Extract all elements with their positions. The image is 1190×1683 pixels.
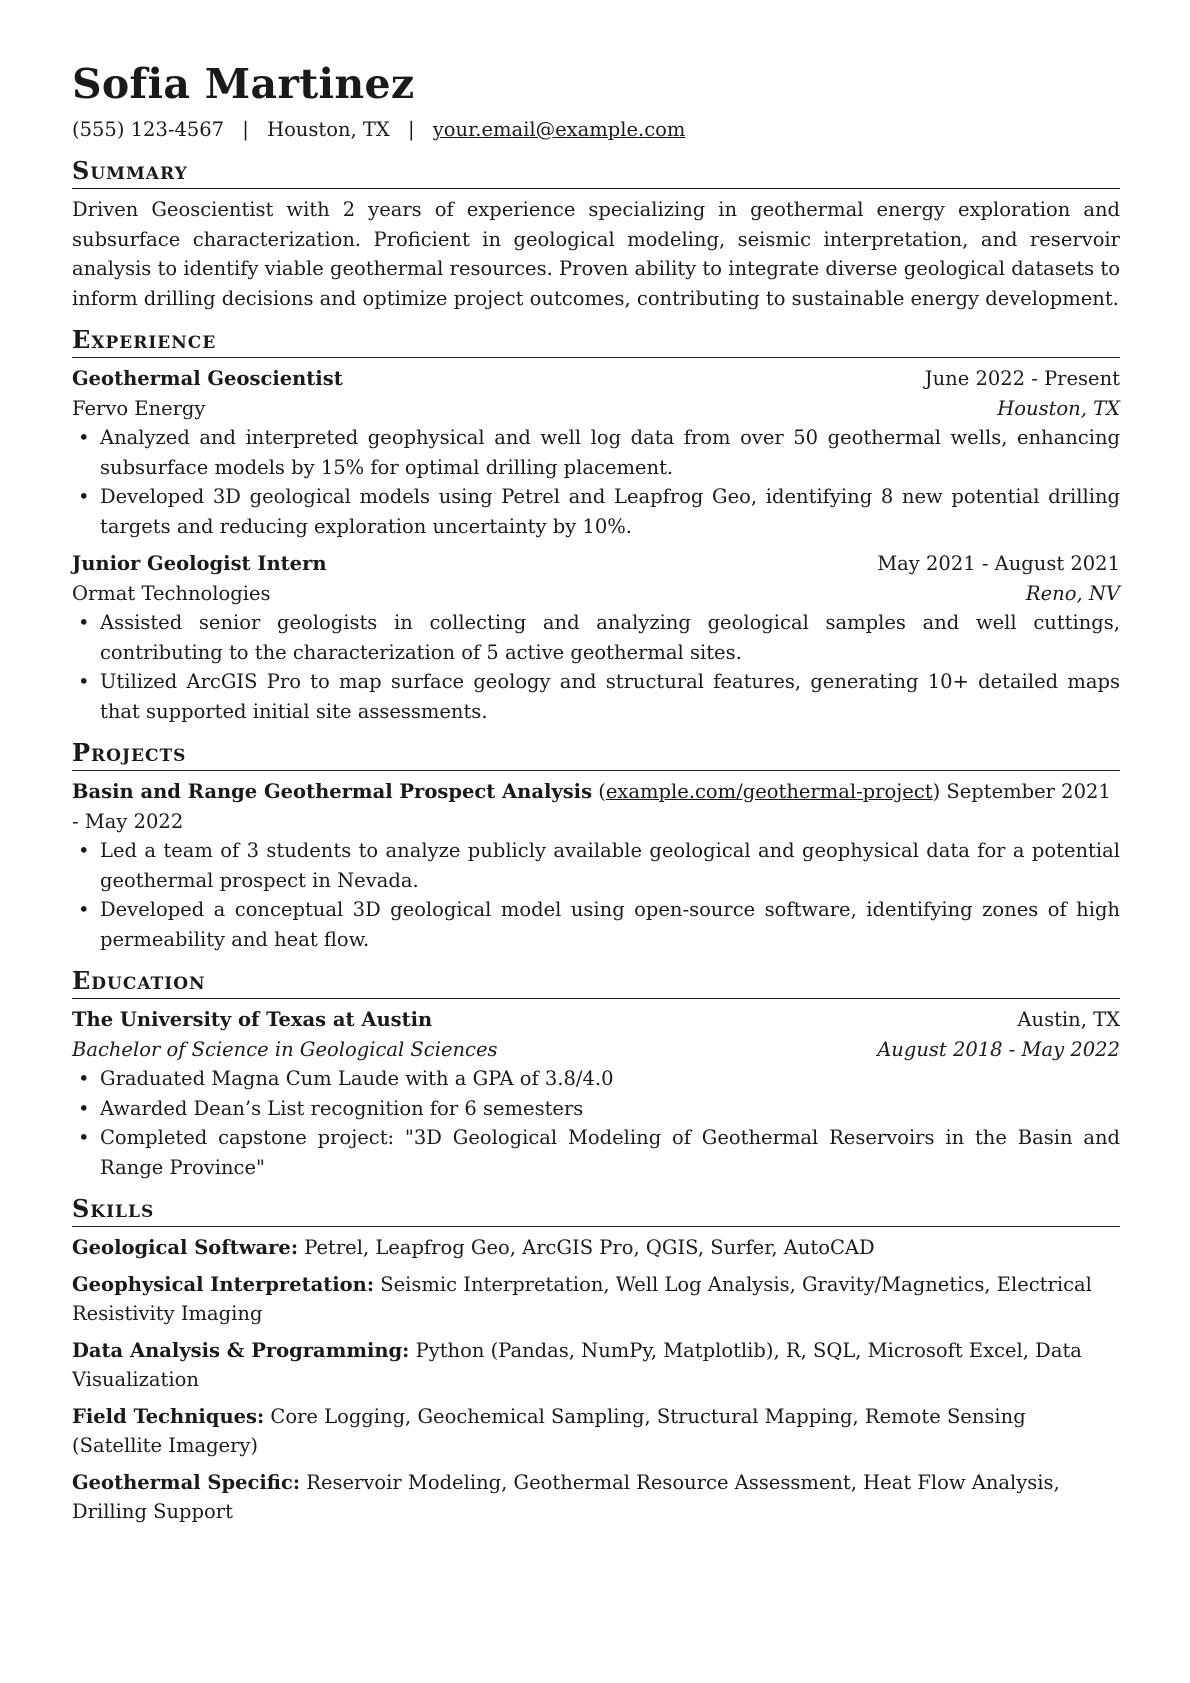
list-item: • Developed 3D geological models using Petrel and Leapfrog Geo, identifying 8 new potential drilling targets and reducing exploration uncertainty by 10%. xyxy=(72,482,1120,541)
contact-phone: (555) 123-4567 xyxy=(72,118,225,141)
company-name: Fervo Energy xyxy=(72,396,206,420)
skill-value: Reservoir Modeling, Geothermal Resource Assessment, Heat Flow Analysis, Drilling Support xyxy=(72,1470,1060,1523)
summary-section xyxy=(72,156,1120,313)
education-entry xyxy=(72,1005,1120,1182)
section-title-projects: Projects xyxy=(72,738,1120,771)
project-dates: September 2021 - May 2022 xyxy=(72,780,1111,833)
skill-row xyxy=(72,1468,1120,1527)
contact-line xyxy=(72,116,1120,144)
list-item: • Developed a conceptual 3D geological model using open-source software, identifying zones of high permeability and heat flow. xyxy=(72,895,1120,954)
contact-separator: | xyxy=(242,118,249,141)
summary-text: Driven Geoscientist with 2 years of experience specializing in geothermal energy exploration and subsurface characterization. Proficient in geological modeling, seismic interpretation, and reservoir analysis to identify viable geothermal resources. Proven ability to integrate diverse geological datasets to inform drilling decisions and optimize project outcomes, contributing to sustainable energy development. xyxy=(72,198,1120,310)
section-title-summary: Summary xyxy=(72,156,1120,189)
project-entry xyxy=(72,777,1120,954)
skill-row xyxy=(72,1402,1120,1461)
skill-row xyxy=(72,1233,1120,1263)
list-item: • Utilized ArcGIS Pro to map surface geology and structural features, generating 10+ detailed maps that supported initial site assessments. xyxy=(72,667,1120,726)
job-dates: May 2021 - August 2021 xyxy=(877,552,1120,575)
skill-label: Data Analysis & Programming: xyxy=(72,1338,410,1362)
bullet-list xyxy=(72,1064,1120,1182)
skill-row xyxy=(72,1270,1120,1329)
skill-value: Seismic Interpretation, Well Log Analysis, Gravity/Magnetics, Electrical Resistivity Imaging xyxy=(72,1272,1092,1325)
job-location: Houston, TX xyxy=(997,396,1120,420)
project-link[interactable]: example.com/geothermal-project xyxy=(605,780,933,803)
section-title-education: Education xyxy=(72,966,1120,999)
bullet-list xyxy=(72,608,1120,726)
section-title-experience: Experience xyxy=(72,325,1120,358)
list-item: • Graduated Magna Cum Laude with a GPA of 3.8/4.0 xyxy=(72,1064,1120,1094)
list-item: • Completed capstone project: "3D Geological Modeling of Geothermal Reservoirs in the Basin and Range Province" xyxy=(72,1123,1120,1182)
projects-section xyxy=(72,738,1120,954)
bullet-list xyxy=(72,423,1120,541)
education-subheader-row xyxy=(72,1035,1120,1065)
degree-name: Bachelor of Science in Geological Sciences xyxy=(72,1037,498,1061)
list-item: • Led a team of 3 students to analyze publicly available geological and geophysical data for a potential geothermal prospect in Nevada. xyxy=(72,836,1120,895)
section-title-skills: Skills xyxy=(72,1194,1120,1227)
school-location: Austin, TX xyxy=(1017,1008,1120,1031)
education-section xyxy=(72,966,1120,1182)
job-dates: June 2022 - Present xyxy=(924,367,1120,390)
skill-label: Field Techniques: xyxy=(72,1404,265,1428)
project-name: Basin and Range Geothermal Prospect Analysis xyxy=(72,780,593,803)
contact-location: Houston, TX xyxy=(267,118,390,141)
school-name: The University of Texas at Austin xyxy=(72,1008,433,1031)
job-location: Reno, NV xyxy=(1025,581,1120,605)
experience-section xyxy=(72,325,1120,726)
education-list xyxy=(72,1005,1120,1182)
candidate-name: Sofia Martinez xyxy=(72,60,415,108)
experience-list xyxy=(72,364,1120,726)
experience-entry xyxy=(72,364,1120,541)
bullet-list xyxy=(72,836,1120,954)
experience-subheader-row xyxy=(72,394,1120,424)
skill-label: Geophysical Interpretation: xyxy=(72,1272,375,1296)
skill-row xyxy=(72,1336,1120,1395)
job-title: Junior Geologist Intern xyxy=(72,552,327,575)
list-item: • Assisted senior geologists in collecting and analyzing geological samples and well cuttings, contributing to the characterization of 5 active geothermal sites. xyxy=(72,608,1120,667)
experience-header-row xyxy=(72,364,1120,394)
skill-label: Geothermal Specific: xyxy=(72,1470,301,1494)
contact-separator: | xyxy=(408,118,415,141)
skills-section xyxy=(72,1194,1120,1527)
skill-value: Core Logging, Geochemical Sampling, Structural Mapping, Remote Sensing (Satellite Imagery) xyxy=(72,1404,1026,1457)
education-dates: August 2018 - May 2022 xyxy=(877,1037,1120,1061)
resume-content xyxy=(72,58,1120,1534)
project-header: Basin and Range Geothermal Prospect Analysis (example.com/geothermal-project) September 2021 - May 2022 xyxy=(72,780,1111,833)
education-header-row xyxy=(72,1005,1120,1035)
list-item: • Awarded Dean’s List recognition for 6 semesters xyxy=(72,1094,1120,1124)
experience-entry xyxy=(72,549,1120,726)
experience-subheader-row xyxy=(72,579,1120,609)
contact-email-link[interactable]: your.email@example.com xyxy=(432,118,686,141)
list-item: • Analyzed and interpreted geophysical and well log data from over 50 geothermal wells, enhancing subsurface models by 15% for optimal drilling placement. xyxy=(72,423,1120,482)
skill-value: Python (Pandas, NumPy, Matplotlib), R, SQL, Microsoft Excel, Data Visualization xyxy=(72,1338,1082,1391)
job-title: Geothermal Geoscientist xyxy=(72,367,343,390)
company-name: Ormat Technologies xyxy=(72,581,271,605)
skills-list xyxy=(72,1233,1120,1527)
experience-header-row xyxy=(72,549,1120,579)
projects-list xyxy=(72,777,1120,954)
skill-value: Petrel, Leapfrog Geo, ArcGIS Pro, QGIS, Surfer, AutoCAD xyxy=(304,1236,875,1259)
skill-label: Geological Software: xyxy=(72,1236,299,1259)
